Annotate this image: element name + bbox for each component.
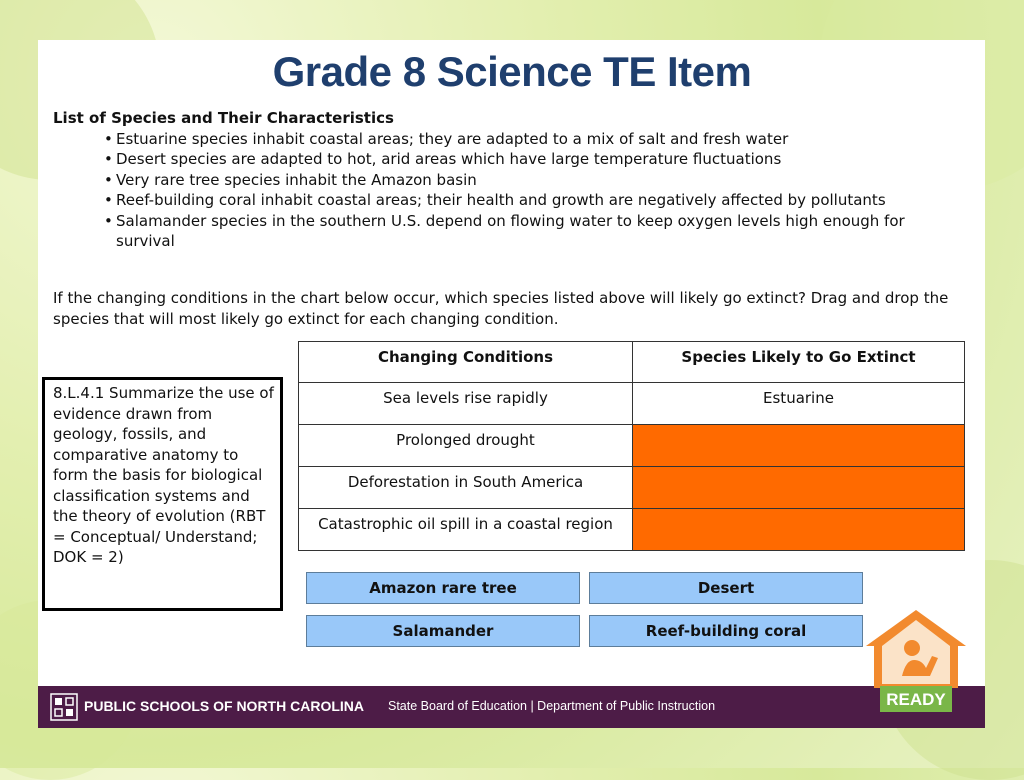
condition-cell: Prolonged drought xyxy=(299,425,633,467)
species-answer-cell: Estuarine xyxy=(633,383,965,425)
table-row xyxy=(299,425,965,467)
footer-banner xyxy=(38,686,985,728)
drag-option-reef-building-coral[interactable]: Reef-building coral xyxy=(589,615,863,647)
list-item: • Reef-building coral inhabit coastal areas; their health and growth are negatively affected by pollutants xyxy=(104,191,886,209)
standard-box: 8.L.4.1 Summarize the use of evidence drawn from geology, fossils, and comparative anatomy to form the basis for biological classification systems and the theory of evolution (RBT = Conceptual/ Understand; DOK = 2) xyxy=(42,377,283,611)
drag-option-salamander[interactable]: Salamander xyxy=(306,615,580,647)
nc-seal-icon xyxy=(50,693,78,721)
table-header-row xyxy=(299,342,965,383)
footer-dept: State Board of Education | Department of Public Instruction xyxy=(388,699,716,713)
drag-option-desert[interactable]: Desert xyxy=(589,572,863,604)
drag-option-amazon-rare-tree[interactable]: Amazon rare tree xyxy=(306,572,580,604)
bullet-icon: • xyxy=(104,191,113,209)
table-row xyxy=(299,509,965,551)
list-item: • Desert species are adapted to hot, arid areas which have large temperature fluctuations xyxy=(104,150,782,168)
species-list-heading: List of Species and Their Characteristics xyxy=(53,109,394,127)
column-header-species: Species Likely to Go Extinct xyxy=(633,342,965,383)
ready-logo xyxy=(862,606,970,716)
column-header-conditions: Changing Conditions xyxy=(299,342,633,383)
drop-zone[interactable] xyxy=(633,467,965,509)
list-item: • Estuarine species inhabit coastal areas; they are adapted to a mix of salt and fresh water xyxy=(104,129,789,148)
drop-zone[interactable] xyxy=(633,425,965,467)
species-list xyxy=(53,108,953,252)
condition-cell: Catastrophic oil spill in a coastal region xyxy=(299,509,633,551)
footer-org: PUBLIC SCHOOLS OF NORTH CAROLINA xyxy=(84,698,364,714)
page-title: Grade 8 Science TE Item xyxy=(272,48,752,95)
bullet-icon: • xyxy=(104,211,113,230)
bullet-icon: • xyxy=(104,129,113,148)
table-row xyxy=(299,383,965,425)
condition-cell: Deforestation in South America xyxy=(299,467,633,509)
bullet-icon: • xyxy=(104,150,113,168)
table-row xyxy=(299,467,965,509)
bullet-icon: • xyxy=(104,170,113,189)
drop-zone[interactable] xyxy=(633,509,965,551)
list-item: • Salamander species in the southern U.S. depend on flowing water to keep oxygen levels high enough for survival xyxy=(104,211,905,250)
condition-cell: Sea levels rise rapidly xyxy=(299,383,633,425)
conditions-table xyxy=(298,341,965,551)
list-item: • Very rare tree species inhabit the Amazon basin xyxy=(104,170,477,189)
ready-logo-text: READY xyxy=(886,690,946,709)
question-prompt: If the changing conditions in the chart below occur, which species listed above will likely go extinct? Drag and drop the species that will most likely go extinct for each changing condition. xyxy=(53,289,949,328)
